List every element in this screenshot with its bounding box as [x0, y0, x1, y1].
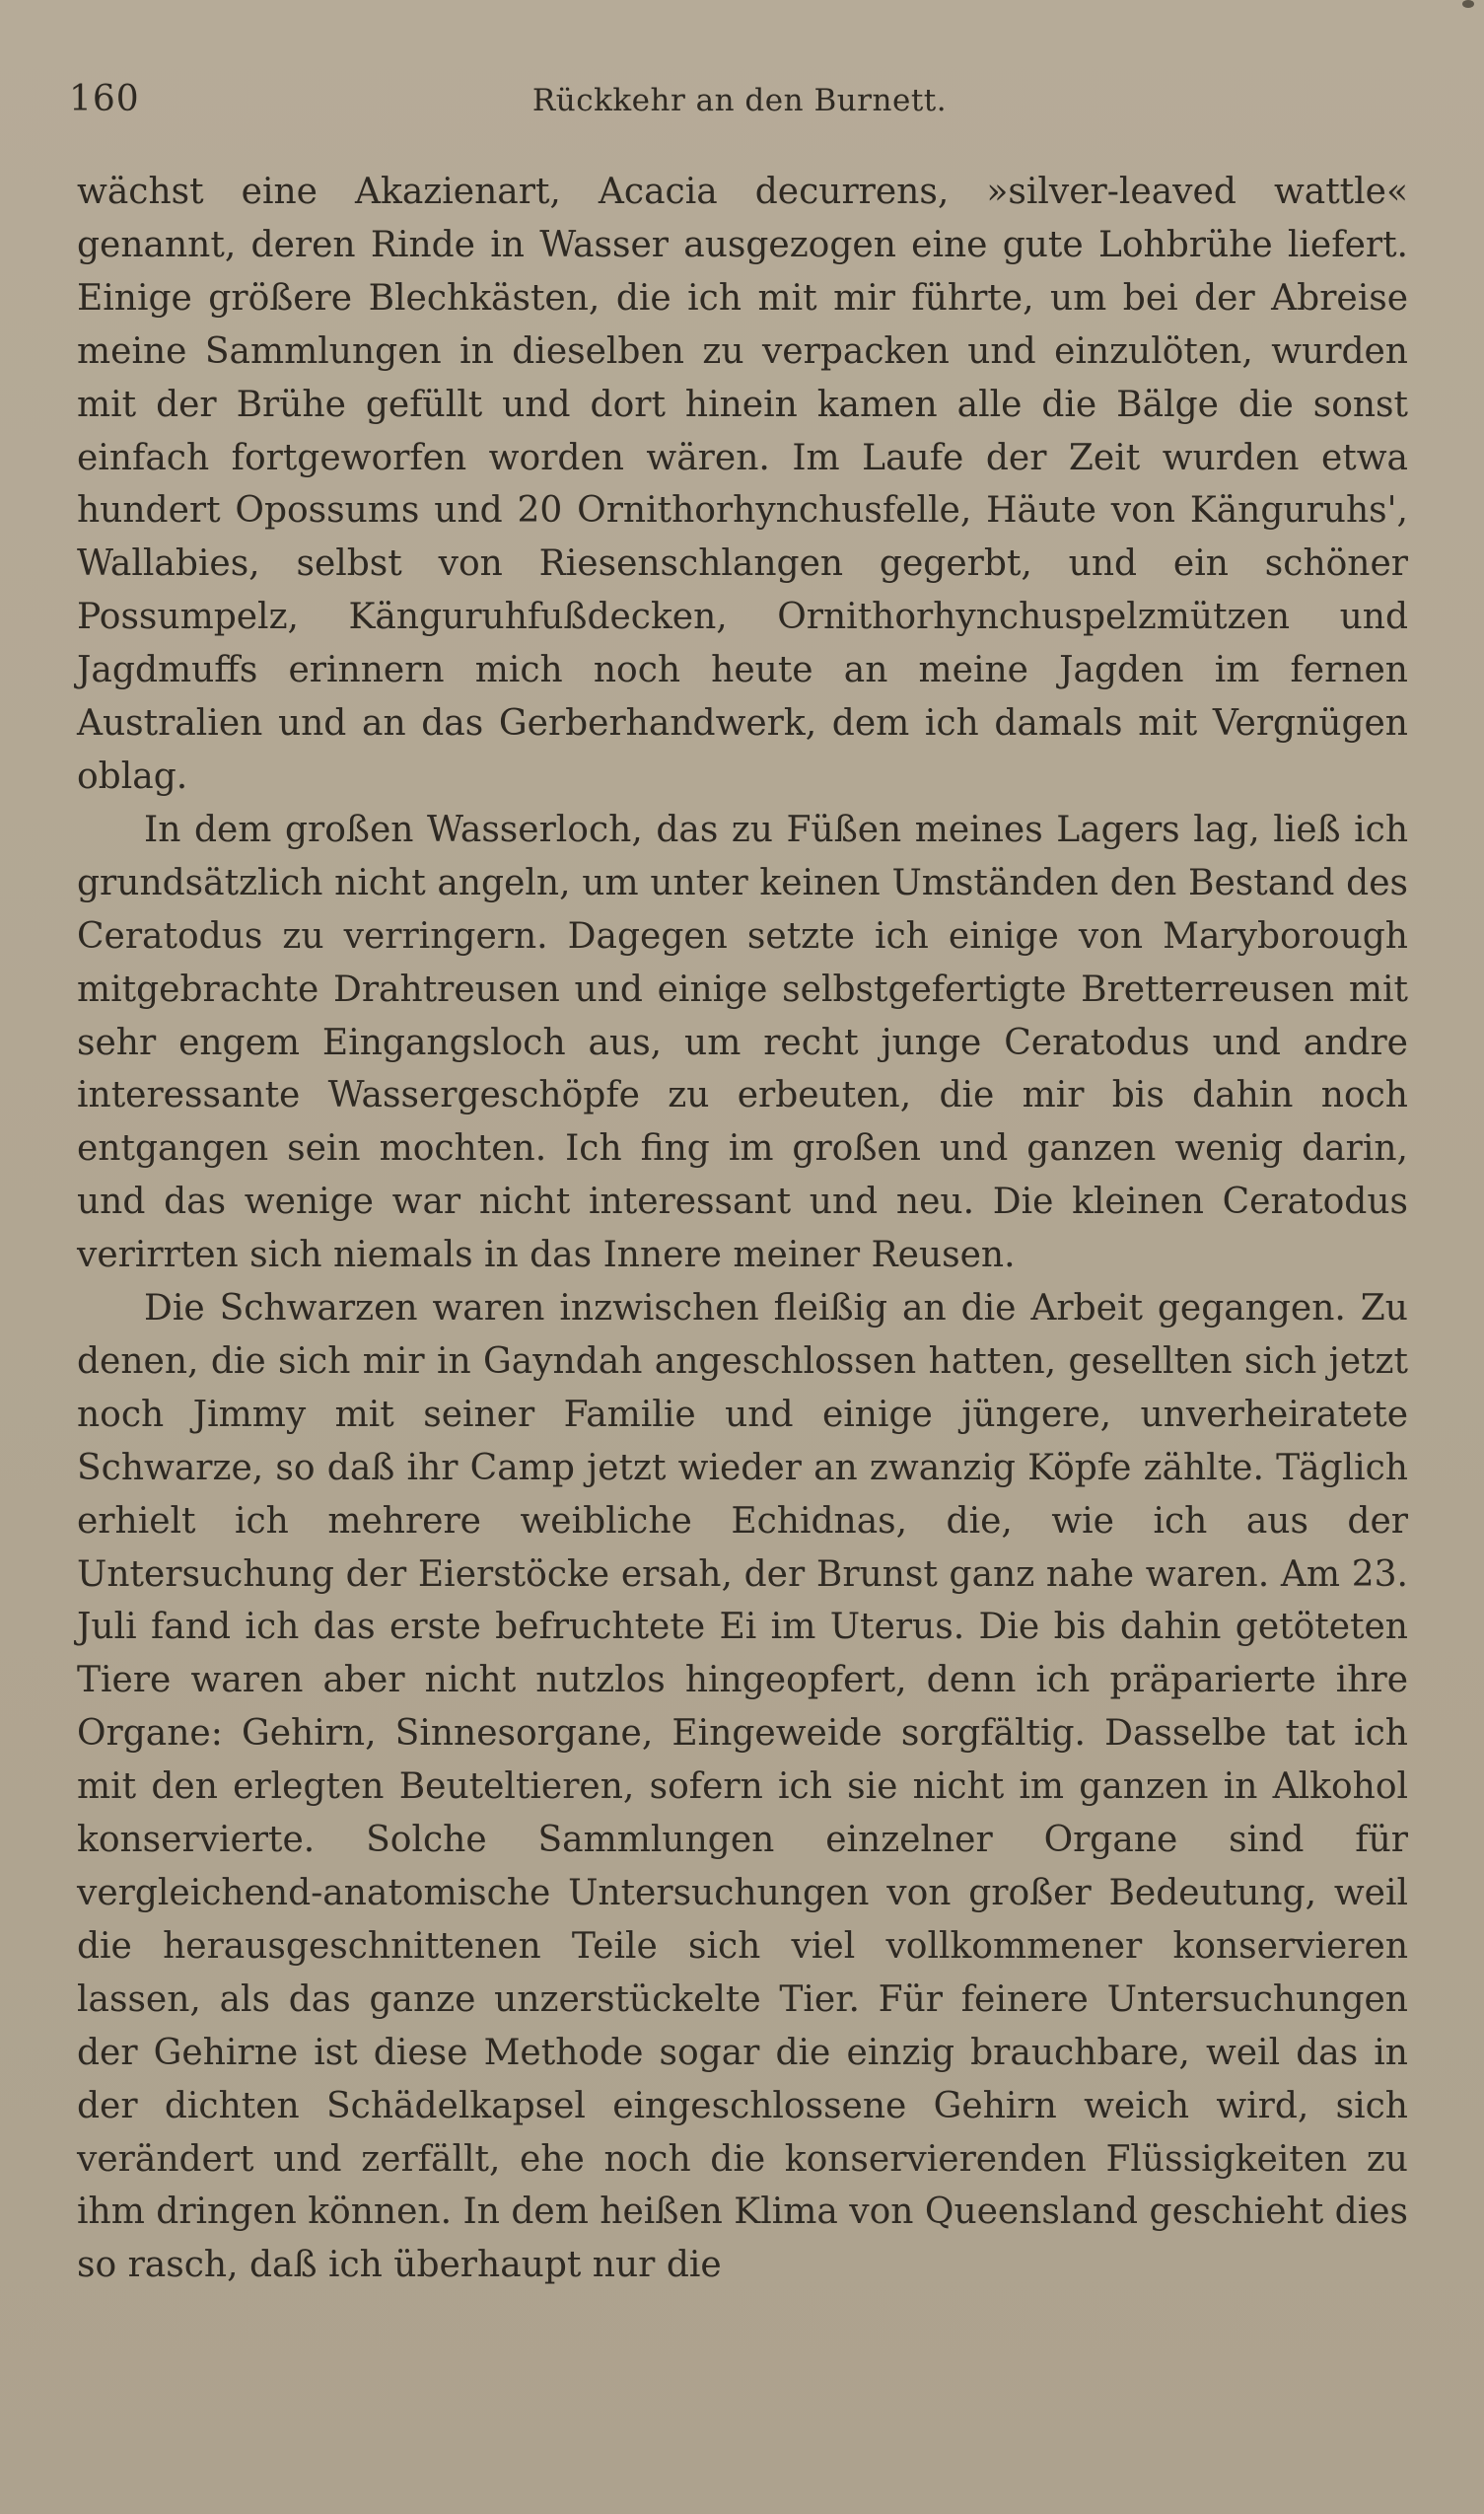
paragraph-3: Die Schwarzen waren inzwischen fleißig an die Arbeit gegangen. Zu denen, die sich mir in Gayndah angeschlossen hatten, gesellten sich jetzt noch Jimmy mit seiner Familie und einige jüngere, unverheiratete Schwarze, so daß ihr Camp jetzt wieder an zwanzig Köpfe zählte. Täglich erhielt ich mehrere weibliche Echidnas, die, wie ich aus der Untersuchung der Eierstöcke ersah, der Brunst ganz nahe waren. Am 23. Juli fand ich das erste befruchtete Ei im Uterus. Die bis dahin getöteten Tiere waren aber nicht nutzlos hingeopfert, denn ich präparierte ihre Organe: Gehirn, Sinnesorgane, Eingeweide sorgfältig. Dasselbe tat ich mit den erlegten Beuteltieren, sofern ich sie nicht im ganzen in Alkohol konservierte. Solche Sammlungen einzelner Organe sind für vergleichend-anatomische Untersuchungen von großer Bedeutung, weil die herausgeschnittenen Teile sich viel vollkommener konservieren lassen, als das ganze unzerstückelte Tier. Für feinere Untersuchungen der Gehirne ist diese Methode sogar die einzig brauchbare, weil das in der dichten Schädelkapsel eingeschlossene Gehirn weich wird, sich verändert und zerfällt, ehe noch die konservierenden Flüssigkeiten zu ihm dringen können. In dem heißen Klima von Queensland geschieht dies so rasch, daß ich überhaupt nur die	[77, 1288, 1408, 2286]
page-number: 160	[69, 79, 140, 119]
page-header	[69, 79, 1410, 138]
paragraph-2: In dem großen Wasserloch, das zu Füßen meines Lagers lag, ließ ich grundsätzlich nicht angeln, um unter keinen Umständen den Bestand des Ceratodus zu verringern. Dagegen setzte ich einige von Maryborough mitgebrachte Drahtreusen und einige selbstgefertigte Bretterreusen mit sehr engem Eingangsloch aus, um recht junge Ceratodus und andre interessante Wassergeschöpfe zu erbeuten, die mir bis dahin noch entgangen sein mochten. Ich fing im großen und ganzen wenig darin, und das wenige war nicht interessant und neu. Die kleinen Ceratodus verirrten sich niemals in das Innere meiner Reusen.	[77, 809, 1408, 1276]
running-head: Rückkehr an den Burnett.	[531, 83, 948, 118]
body-text	[77, 166, 1408, 2292]
dust-mark	[1462, 0, 1474, 8]
paragraph-1: wächst eine Akazienart, Acacia decurrens, »silver-leaved wattle« genannt, deren Rinde in Wasser ausgezogen eine gute Lohbrühe liefert. Einige größere Blechkästen, die ich mit mir führte, um bei der Abreise meine Sammlungen in dieselben zu verpacken und einzulöten, wurden mit der Brühe gefüllt und dort hinein kamen alle die Bälge die sonst einfach fortgeworfen worden wären. Im Laufe der Zeit wurden etwa hundert Opossums und 20 Ornithorhynchusfelle, Häute von Känguruhs', Wallabies, selbst von Riesenschlangen gegerbt, und ein schöner Possumpelz, Känguruhfußdecken, Ornithorhynchuspelzmützen und Jagdmuffs erinnern mich noch heute an meine Jagden im fernen Australien und an das Gerberhandwerk, dem ich damals mit Vergnügen oblag.	[77, 172, 1408, 797]
